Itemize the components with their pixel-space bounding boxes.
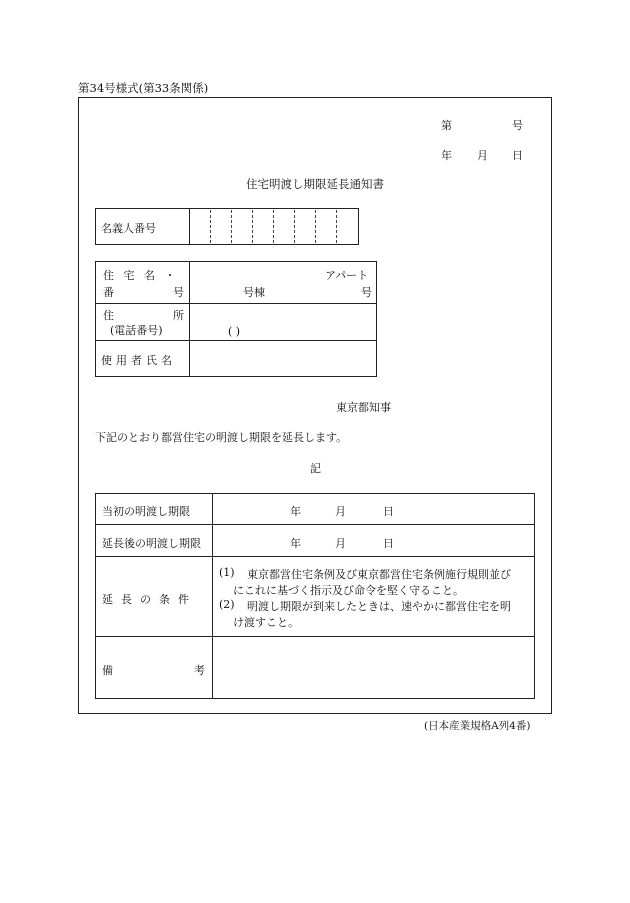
extended-day: 日 (383, 537, 394, 550)
apartment-text: アパート (325, 269, 369, 282)
housing-label-top: 住 宅 名 ・ (103, 269, 179, 282)
housing-field[interactable] (190, 262, 376, 302)
extended-deadline-label: 延長後の明渡し期限 (102, 537, 201, 550)
name-number-cells[interactable] (190, 209, 358, 244)
condition-1-line2: にこれに基づく指示及び命令を堅く守ること。 (233, 584, 464, 597)
remarks-left: 備 (102, 664, 113, 677)
condition-2-line2: け渡すこと。 (233, 616, 299, 629)
condition-1-num: (1) (219, 566, 235, 579)
body-text: 下記のとおり都営住宅の明渡し期限を延長します。 (95, 431, 348, 444)
phone-label: (電話番号) (110, 324, 163, 337)
document-title: 住宅明渡し期限延長通知書 (246, 177, 384, 191)
room-no-text: 号 (361, 286, 372, 299)
address-label-left: 住 (103, 309, 114, 322)
remarks-right: 考 (194, 664, 205, 677)
condition-2-line1: 明渡し期限が到来したときは、速やかに都営住宅を明 (247, 600, 511, 613)
user-name-field[interactable] (190, 341, 376, 376)
user-name-label: 使用者氏名 (101, 354, 176, 367)
condition-2-num: (2) (219, 598, 235, 611)
form-header: 第34号様式(第33条関係) (78, 81, 209, 95)
extended-year: 年 (290, 537, 301, 550)
original-year: 年 (290, 505, 301, 518)
conditions-label: 延長の条件 (102, 593, 197, 606)
name-number-label: 名義人番号 (101, 222, 156, 235)
number-suffix: 号 (512, 119, 523, 132)
original-month: 月 (335, 505, 346, 518)
date-month: 月 (477, 149, 488, 162)
issuer: 東京都知事 (336, 401, 391, 414)
original-day: 日 (383, 505, 394, 518)
housing-label-bottom-left: 番 (103, 286, 114, 299)
original-deadline-label: 当初の明渡し期限 (102, 505, 190, 518)
building-no-text: 号棟 (243, 286, 265, 299)
condition-1-line1: 東京都営住宅条例及び東京都営住宅条例施行規則並び (247, 568, 511, 581)
date-year: 年 (441, 149, 452, 162)
ki-mark: 記 (310, 462, 321, 475)
address-field[interactable] (190, 304, 376, 339)
remarks-field[interactable] (213, 637, 534, 698)
extended-month: 月 (335, 537, 346, 550)
date-day: 日 (512, 149, 523, 162)
number-prefix: 第 (441, 119, 452, 132)
phone-parens: ( ) (228, 325, 241, 338)
housing-label-bottom-right: 号 (173, 286, 184, 299)
address-label-right: 所 (173, 309, 184, 322)
footer-note: (日本産業規格A列4番) (424, 720, 531, 732)
